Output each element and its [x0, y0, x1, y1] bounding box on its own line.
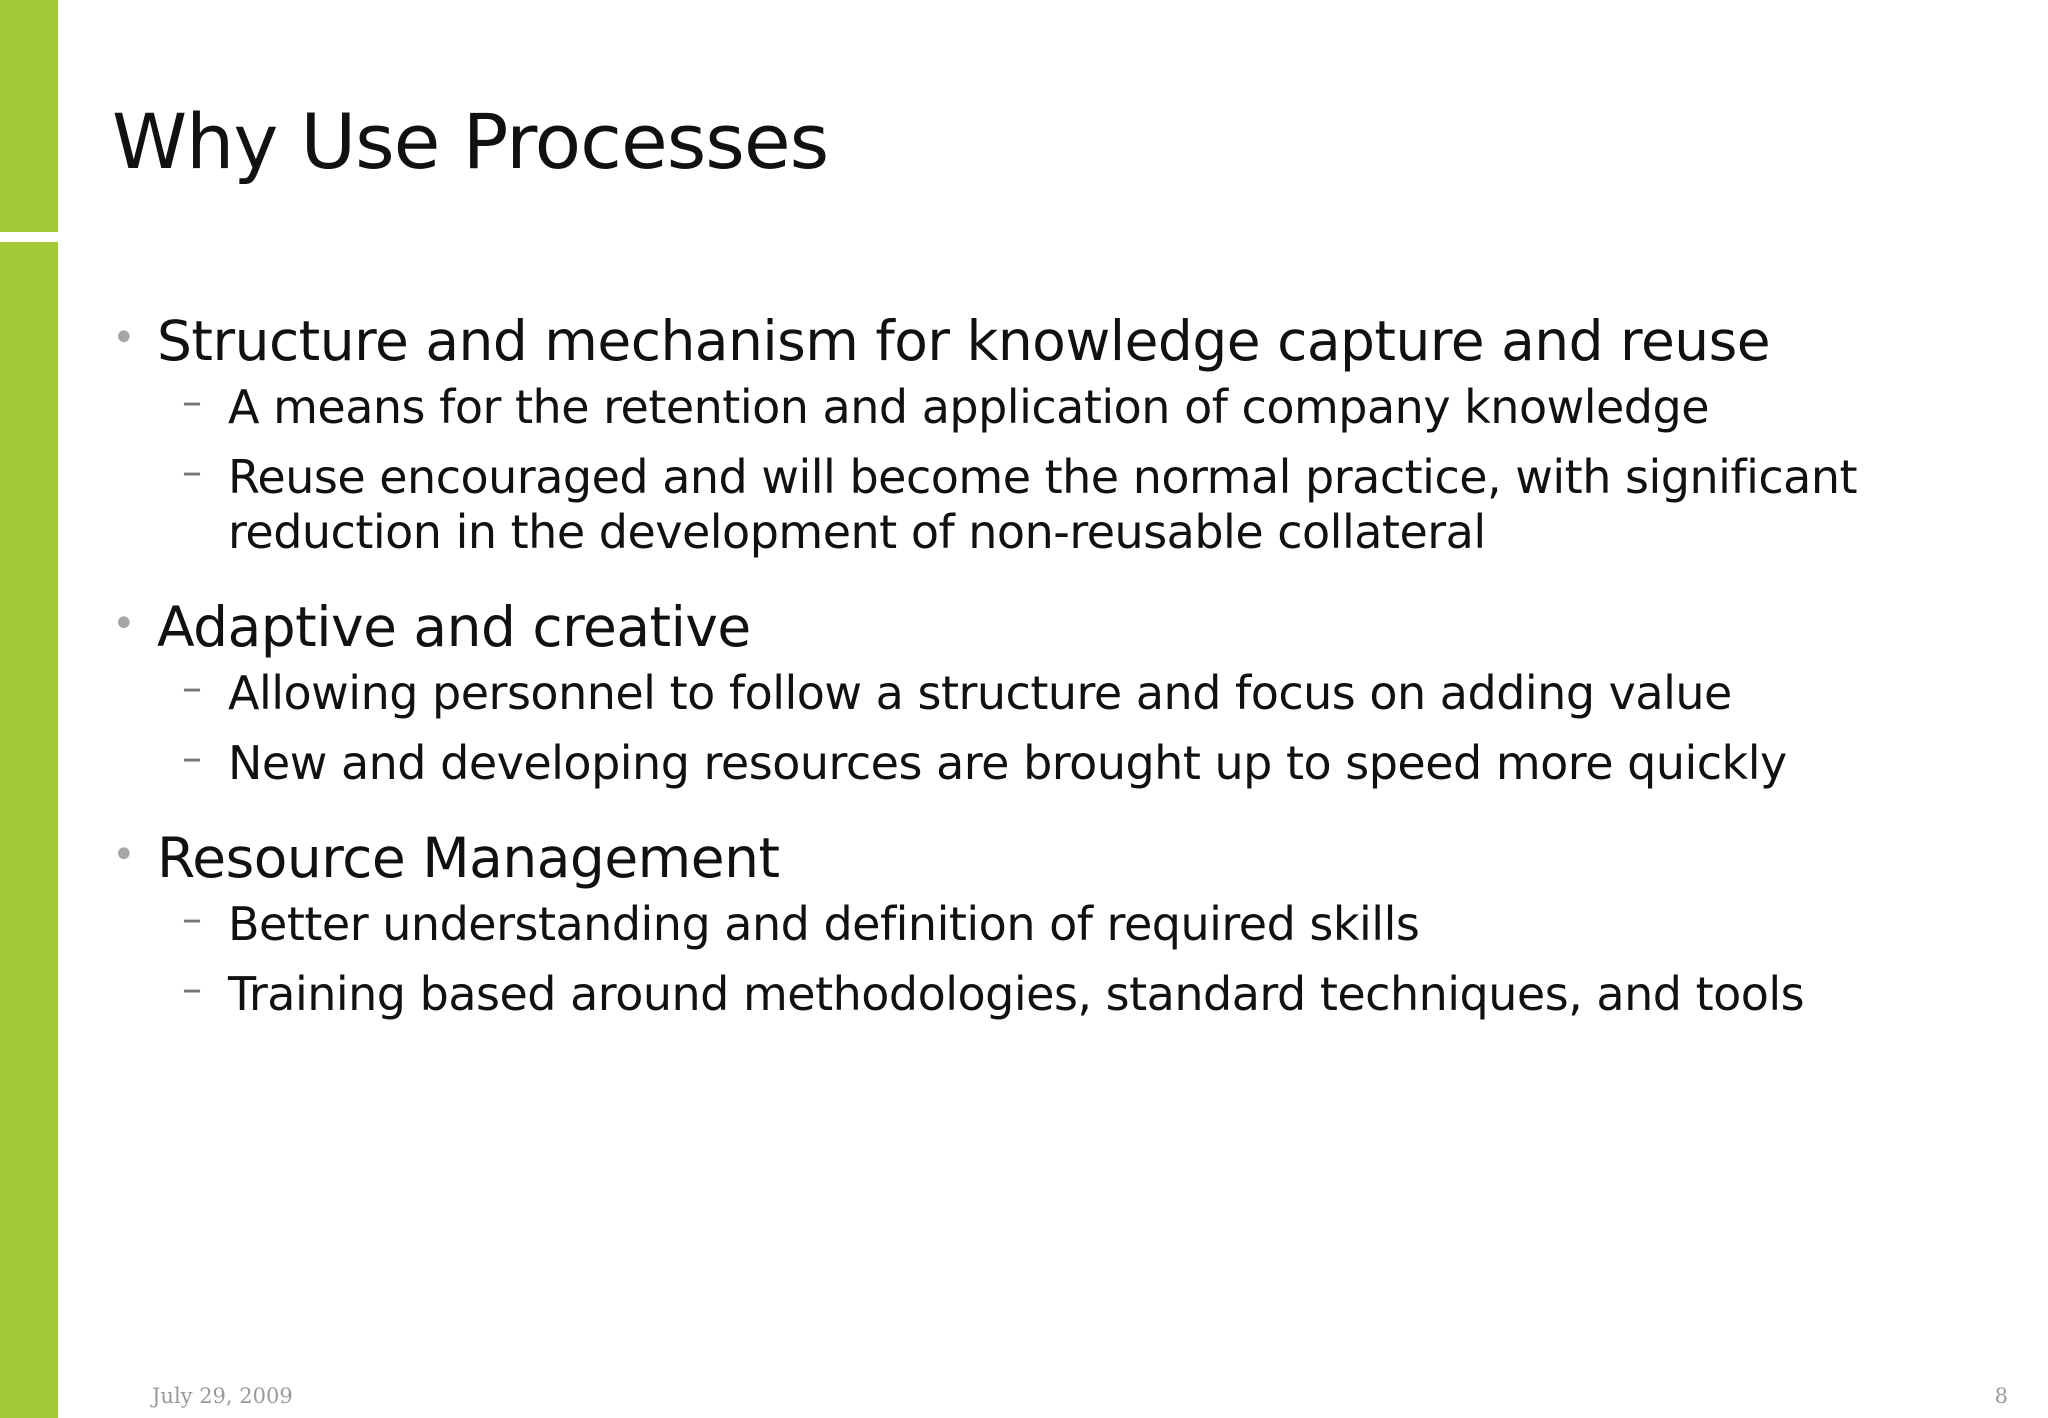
sub-bullet-text: Better understanding and definition of required skills	[228, 897, 1420, 951]
sub-bullet-text: Training based around methodologies, standard techniques, and tools	[228, 967, 1805, 1021]
sub-bullet-text: Allowing personnel to follow a structure and focus on adding value	[228, 666, 1732, 720]
bullet-dot-icon: •	[112, 315, 136, 361]
bullet-dot-icon: •	[112, 601, 136, 647]
dash-icon: –	[182, 896, 202, 942]
sub-bullet-item	[112, 967, 1978, 1022]
sub-bullet-text: A means for the retention and application of company knowledge	[228, 380, 1710, 434]
accent-bar-top	[0, 0, 58, 232]
accent-bar-bottom	[0, 242, 58, 1418]
bullet-item	[112, 592, 1992, 662]
sub-bullet-item	[112, 450, 1978, 560]
slide-content	[112, 306, 1992, 1022]
dash-icon: –	[182, 966, 202, 1012]
sub-bullet-text: Reuse encouraged and will become the normal practice, with significant reduction in the development of non-reusable collateral	[228, 450, 1858, 559]
sub-bullet-item	[112, 380, 1978, 435]
sub-bullet-item	[112, 666, 1978, 721]
page-number: 8	[1994, 1384, 2008, 1408]
bullet-heading: Adaptive and creative	[157, 595, 751, 659]
sub-bullet-item	[112, 897, 1978, 952]
sub-bullet-item	[112, 736, 1978, 791]
bullet-dot-icon: •	[112, 832, 136, 878]
bullet-heading: Resource Management	[157, 826, 780, 890]
bullet-item	[112, 823, 1992, 893]
slide-title: Why Use Processes	[112, 97, 829, 186]
bullet-item	[112, 306, 1992, 376]
dash-icon: –	[182, 735, 202, 781]
sub-bullet-text: New and developing resources are brought up to speed more quickly	[228, 736, 1787, 790]
dash-icon: –	[182, 379, 202, 425]
footer-date: July 29, 2009	[152, 1384, 293, 1408]
dash-icon: –	[182, 449, 202, 495]
bullet-heading: Structure and mechanism for knowledge capture and reuse	[157, 309, 1771, 373]
dash-icon: –	[182, 665, 202, 711]
